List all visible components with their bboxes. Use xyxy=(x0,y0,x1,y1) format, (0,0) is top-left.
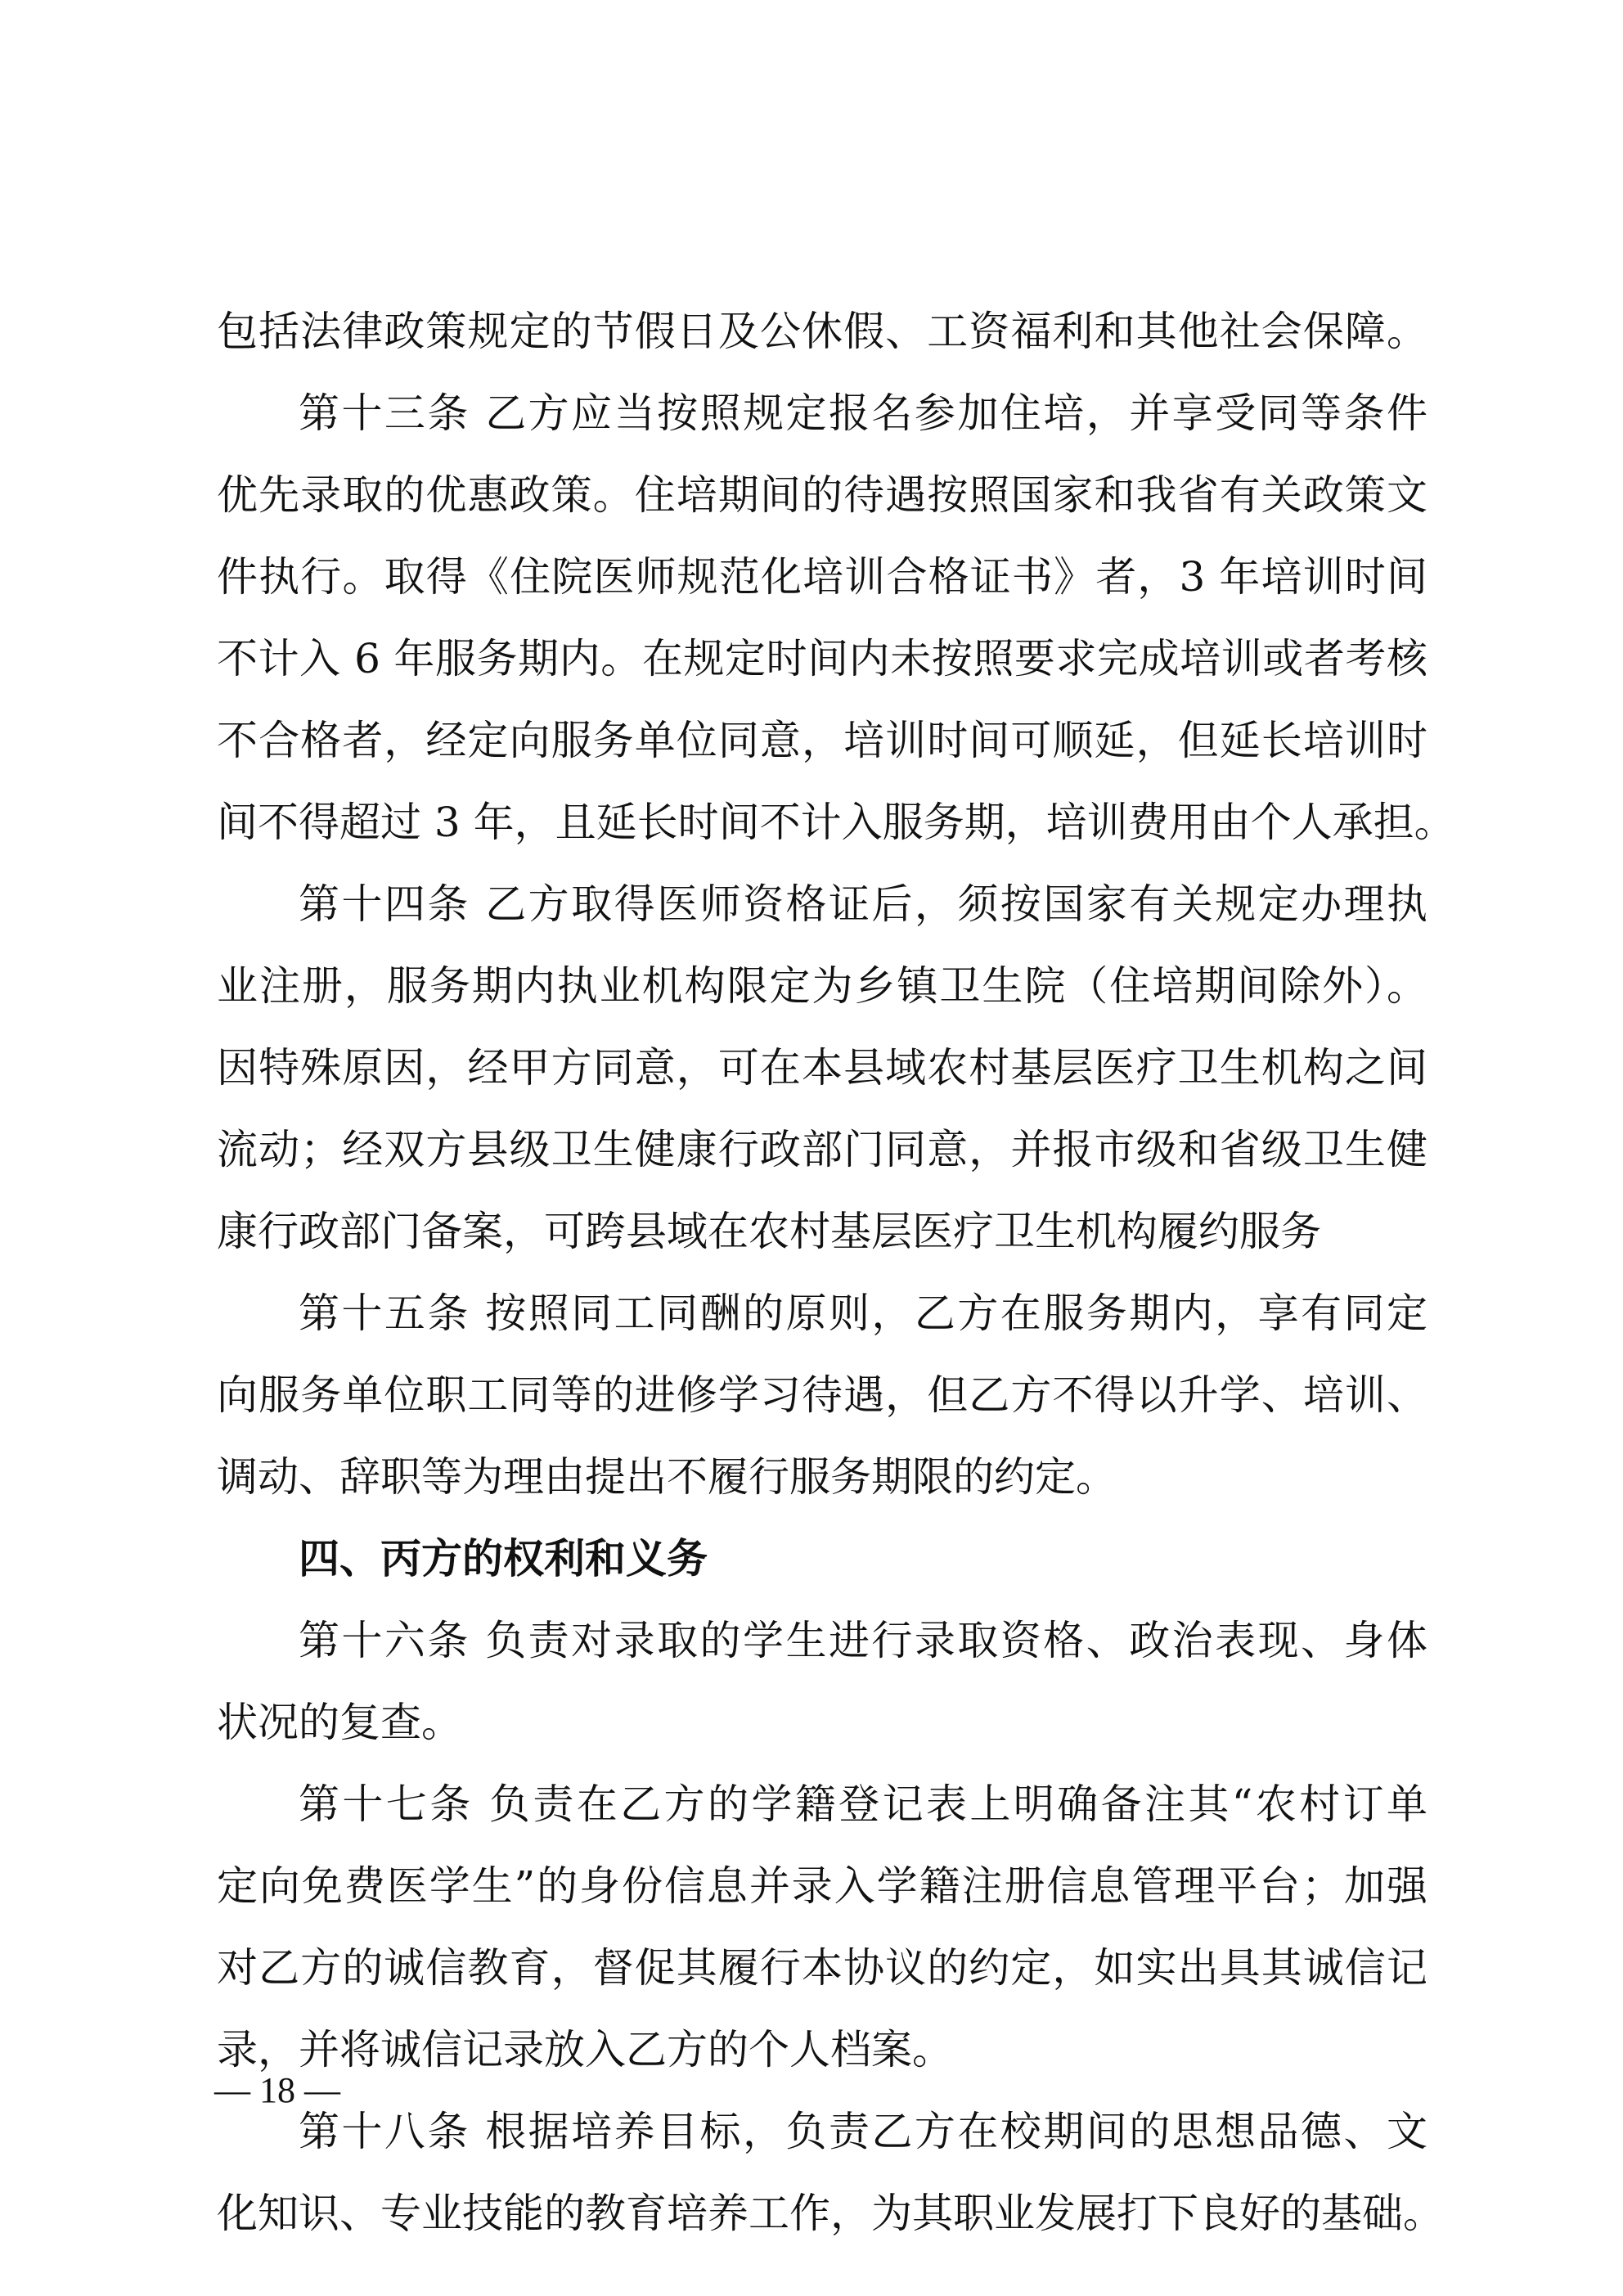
text-line: 向服务单位职工同等的进修学习待遇，但乙方不得以升学、培训、 xyxy=(217,1371,1427,1419)
text-line: 调动、辞职等为理由提出不履行服务期限的约定。 xyxy=(217,1453,1117,1501)
text-line: 录，并将诚信记录放入乙方的个人档案。 xyxy=(217,2026,953,2073)
text-line: 康行政部门备案，可跨县域在农村基层医疗卫生机构履约服务 xyxy=(217,1208,1321,1255)
page-number: — 18 — xyxy=(214,2070,340,2110)
text-line: 状况的复查。 xyxy=(217,1699,462,1746)
text-line: 流动；经双方县级卫生健康行政部门同意，并报市级和省级卫生健 xyxy=(217,1126,1427,1173)
text-line: 包括法律政策规定的节假日及公休假、工资福利和其他社会保障。 xyxy=(217,308,1427,355)
text-line: 件执行。取得《住院医师规范化培训合格证书》者，3 年培训时间 xyxy=(217,553,1427,601)
text-line: 不合格者，经定向服务单位同意，培训时间可顺延，但延长培训时 xyxy=(217,717,1427,764)
text-line: 因特殊原因，经甲方同意，可在本县域农村基层医疗卫生机构之间 xyxy=(217,1044,1427,1092)
text-line: 对乙方的诚信教育，督促其履行本协议的约定，如实出具其诚信记 xyxy=(217,1944,1427,1992)
text-line: 间不得超过 3 年，且延长时间不计入服务期，培训费用由个人承担。 xyxy=(217,799,1455,846)
text-line: 第十七条 负责在乙方的学籍登记表上明确备注其“农村订单 xyxy=(299,1781,1427,1828)
text-line: 第十三条 乙方应当按照规定报名参加住培，并享受同等条件 xyxy=(299,389,1427,437)
section-heading: 四、丙方的权利和义务 xyxy=(299,1535,708,1582)
text-line: 第十六条 负责对录取的学生进行录取资格、政治表现、身体 xyxy=(299,1617,1427,1664)
text-line: 优先录取的优惠政策。住培期间的待遇按照国家和我省有关政策文 xyxy=(217,471,1427,519)
text-line: 业注册，服务期内执业机构限定为乡镇卫生院（住培期间除外）。 xyxy=(217,962,1427,1010)
text-line: 不计入 6 年服务期内。在规定时间内未按照要求完成培训或者考核 xyxy=(217,635,1427,682)
text-line: 第十八条 根据培养目标，负责乙方在校期间的思想品德、文 xyxy=(299,2108,1427,2155)
text-line: 第十四条 乙方取得医师资格证后，须按国家有关规定办理执 xyxy=(299,880,1427,928)
text-line: 第十五条 按照同工同酬的原则，乙方在服务期内，享有同定 xyxy=(299,1290,1427,1337)
text-line: 定向免费医学生”的身份信息并录入学籍注册信息管理平台；加强 xyxy=(217,1862,1427,1910)
text-line: 化知识、专业技能的教育培养工作，为其职业发展打下良好的基础。 xyxy=(217,2190,1444,2237)
